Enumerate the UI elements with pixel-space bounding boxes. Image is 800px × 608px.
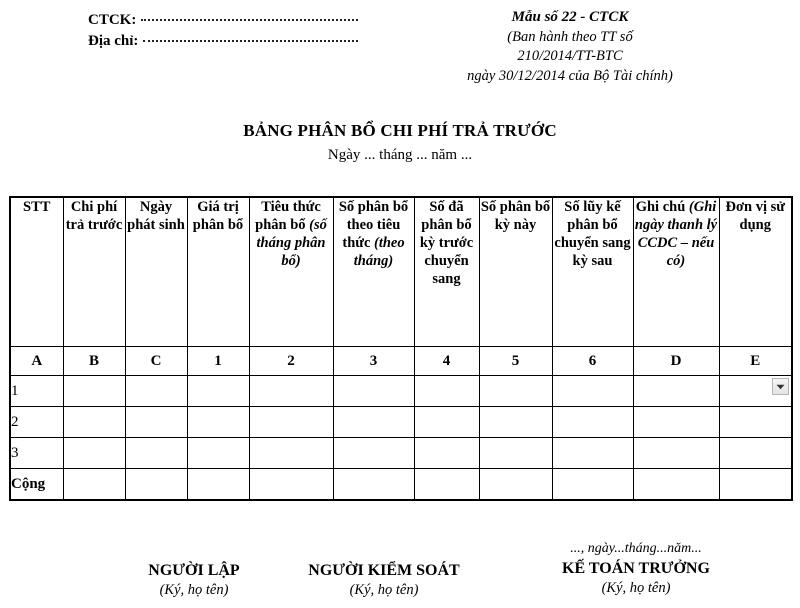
column-header-current-period-allocation-text: Số phân bổ kỳ này (480, 199, 551, 233)
cell-prior-allocated-carryover[interactable] (414, 438, 479, 469)
column-code-1: 1 (187, 347, 249, 376)
table-row[interactable] (10, 376, 792, 407)
address-label: Địa chỉ: (88, 33, 139, 49)
cell-total-prior-allocated-carryover[interactable] (414, 469, 479, 501)
cell-notes[interactable] (633, 438, 719, 469)
cell-total-using-unit[interactable] (719, 469, 792, 501)
column-header-allocation-criteria-text: Tiêu thức phân bổ (255, 199, 321, 233)
cell-total-allocation-criteria[interactable] (249, 469, 333, 501)
cell-total-date-incurred[interactable] (125, 469, 187, 501)
column-header-accumulated-carryforward-text: Số lũy kế phân bổ chuyển sang kỳ sau (554, 199, 631, 269)
column-header-allocated-by-criteria (333, 197, 414, 347)
column-code-a: A (10, 347, 63, 376)
cell-allocation-value[interactable] (187, 407, 249, 438)
cell-total-allocated-by-criteria[interactable] (333, 469, 414, 501)
column-header-allocated-by-criteria-note: (theo tháng) (353, 235, 405, 269)
page-title: BẢNG PHÂN BỔ CHI PHÍ TRẢ TRƯỚC (243, 121, 557, 140)
column-code-c: C (125, 347, 187, 376)
ctck-dotted-line (141, 18, 358, 21)
cell-prepaid-expense[interactable] (63, 376, 125, 407)
column-code-3: 3 (333, 347, 414, 376)
cell-notes[interactable] (633, 376, 719, 407)
chevron-down-icon[interactable] (772, 378, 789, 395)
cell-allocation-criteria[interactable] (249, 376, 333, 407)
cell-accumulated-carryforward[interactable] (552, 376, 633, 407)
form-code: Mẫu số 22 - CTCK (511, 9, 629, 25)
column-header-stt (10, 197, 63, 347)
page-subtitle: Ngày ... tháng ... năm ... (327, 147, 473, 163)
column-code-row (10, 347, 792, 376)
column-header-notes (633, 197, 719, 347)
column-header-prepaid-expense (63, 197, 125, 347)
column-code-d: D (633, 347, 719, 376)
cell-notes[interactable] (633, 407, 719, 438)
ctck-label: CTCK: (88, 12, 137, 28)
row-label-1: 1 (10, 376, 63, 407)
row-label-total: Cộng (10, 469, 63, 501)
signature-block-preparer (98, 560, 290, 600)
cell-using-unit[interactable] (719, 407, 792, 438)
cell-allocated-by-criteria[interactable] (333, 438, 414, 469)
cell-accumulated-carryforward[interactable] (552, 407, 633, 438)
table-row-total[interactable] (10, 469, 792, 501)
table-row[interactable] (10, 407, 792, 438)
cell-allocation-criteria[interactable] (249, 407, 333, 438)
column-code-2: 2 (249, 347, 333, 376)
chief-accountant-date: ..., ngày...tháng...năm... (570, 541, 702, 556)
column-header-allocation-value (187, 197, 249, 347)
cell-prior-allocated-carryover[interactable] (414, 376, 479, 407)
cell-prior-allocated-carryover[interactable] (414, 407, 479, 438)
column-header-stt-text: STT (23, 199, 51, 215)
cell-prepaid-expense[interactable] (63, 407, 125, 438)
cell-prepaid-expense[interactable] (63, 438, 125, 469)
cell-date-incurred[interactable] (125, 376, 187, 407)
column-header-allocation-value-text: Giá trị phân bổ (192, 199, 244, 233)
preparer-title: NGƯỜI LẬP (148, 562, 240, 579)
preparer-subtitle: (Ký, họ tên) (159, 582, 229, 598)
cell-date-incurred[interactable] (125, 438, 187, 469)
signature-block-controller (268, 560, 500, 600)
column-header-prepaid-expense-text: Chi phí trả trước (65, 199, 123, 233)
column-code-5: 5 (479, 347, 552, 376)
cell-current-period-allocation[interactable] (479, 407, 552, 438)
cell-total-notes[interactable] (633, 469, 719, 501)
cell-current-period-allocation[interactable] (479, 438, 552, 469)
controller-subtitle: (Ký, họ tên) (349, 582, 419, 598)
cell-allocated-by-criteria[interactable] (333, 407, 414, 438)
cell-using-unit[interactable] (719, 376, 792, 407)
column-header-date-incurred (125, 197, 187, 347)
organization-fields (88, 10, 358, 52)
address-dotted-line (143, 39, 358, 42)
chief-accountant-title: KẾ TOÁN TRƯỞNG (562, 560, 710, 577)
column-header-prior-allocated-carryover (414, 197, 479, 347)
cell-total-accumulated-carryforward[interactable] (552, 469, 633, 501)
allocation-table (9, 196, 793, 501)
column-header-date-incurred-text: Ngày phát sinh (127, 199, 185, 233)
column-code-b: B (63, 347, 125, 376)
column-header-allocation-criteria-note: (số tháng phân bổ) (256, 217, 327, 269)
column-header-row (10, 197, 792, 347)
column-header-notes-text: Ghi chú (635, 199, 686, 215)
column-header-allocation-criteria (249, 197, 333, 347)
table-row[interactable] (10, 438, 792, 469)
column-header-current-period-allocation (479, 197, 552, 347)
column-header-using-unit (719, 197, 792, 347)
cell-date-incurred[interactable] (125, 407, 187, 438)
cell-current-period-allocation[interactable] (479, 376, 552, 407)
column-code-e: E (719, 347, 792, 376)
signature-footer (0, 534, 800, 608)
form-issue-line-3: ngày 30/12/2014 của Bộ Tài chính) (467, 67, 673, 84)
column-header-allocated-by-criteria-text: Số phân bổ theo tiêu thức (338, 199, 409, 251)
cell-allocation-value[interactable] (187, 438, 249, 469)
form-metadata (420, 8, 720, 86)
table-body (10, 376, 792, 501)
signature-block-chief-accountant (496, 540, 776, 598)
ctck-field-row (88, 10, 358, 31)
address-field-row (88, 31, 358, 52)
allocation-table-container (9, 196, 791, 501)
form-issue-line-2: 210/2014/TT-BTC (517, 48, 623, 64)
document-header (0, 0, 800, 108)
column-code-6: 6 (552, 347, 633, 376)
column-header-notes-note: (Ghi ngày thanh lý CCDC – nếu có) (634, 199, 718, 269)
cell-total-prepaid-expense[interactable] (63, 469, 125, 501)
cell-accumulated-carryforward[interactable] (552, 438, 633, 469)
cell-total-allocation-value[interactable] (187, 469, 249, 501)
row-label-3: 3 (10, 438, 63, 469)
column-header-using-unit-text: Đơn vị sử dụng (725, 199, 785, 233)
chief-accountant-subtitle: (Ký, họ tên) (601, 580, 671, 596)
cell-allocation-value[interactable] (187, 376, 249, 407)
column-code-4: 4 (414, 347, 479, 376)
cell-allocated-by-criteria[interactable] (333, 376, 414, 407)
column-header-prior-allocated-carryover-text: Số đã phân bổ kỳ trước chuyển sang (419, 199, 474, 287)
cell-using-unit[interactable] (719, 438, 792, 469)
controller-title: NGƯỜI KIỂM SOÁT (308, 562, 460, 579)
row-label-2: 2 (10, 407, 63, 438)
cell-total-current-period-allocation[interactable] (479, 469, 552, 501)
title-block (0, 120, 800, 166)
table-head (10, 197, 792, 376)
cell-allocation-criteria[interactable] (249, 438, 333, 469)
column-header-accumulated-carryforward (552, 197, 633, 347)
form-issue-line-1: (Ban hành theo TT số (507, 28, 633, 45)
